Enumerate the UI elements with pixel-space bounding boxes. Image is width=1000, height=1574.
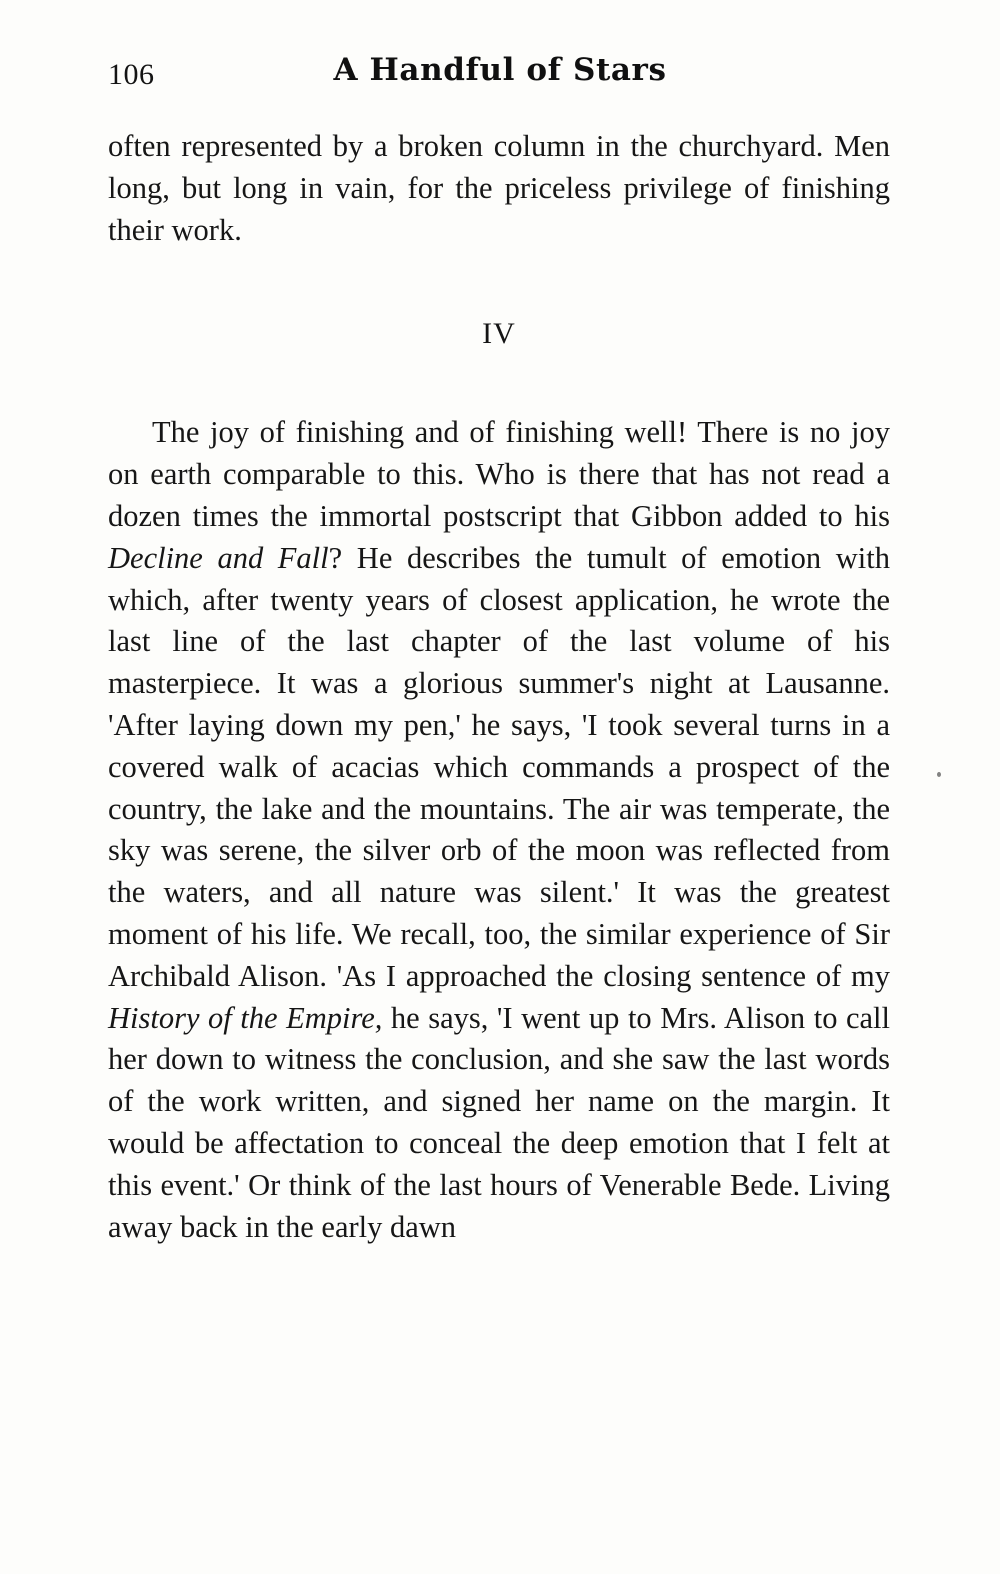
italic-title: History of the Empire, — [108, 1000, 383, 1035]
book-title: A Handful of Stars — [333, 52, 667, 88]
section-number: IV — [482, 317, 516, 351]
section-spacer — [108, 354, 890, 412]
paragraph-spacer — [108, 251, 890, 313]
paragraph-section-iv: The joy of finishing and of finishing well! There is no joy on earth comparable to this. Who is there that has not read a dozen times the immortal postscript that Gibbon added to his Decline and Fall? He describes the tumult of emotion with which, after twenty years of closest application, he wrote the last line of the last chapter of the last volume of his masterpiece. It was a glorious summer's night at Lausanne. 'After laying down my pen,' he says, 'I took several turns in a covered walk of acacias which commands a prospect of the country, the lake and the mountains. The air was temperate, the sky was serene, the silver orb of the moon was reflected from the waters, and all nature was silent.' It was the greatest moment of his life. We recall, too, the similar experience of Sir Archibald Alison. 'As I approached the closing sentence of my History of the Empire, he says, 'I went up to Mrs. Alison to call her down to witness the conclusion, and she saw the last words of the work written, and signed her name on the margin. It would be affectation to conceal the deep emotion that I felt at this event.' Or think of the last hours of Venerable Bede. Living away back in the early dawn — [108, 415, 891, 1244]
italic-title: Decline and Fall — [108, 540, 329, 575]
page-number: 106 — [108, 58, 155, 91]
stray-ink-mark — [937, 772, 941, 777]
running-head — [108, 52, 892, 96]
text-column — [108, 126, 890, 1248]
paragraph-continued: often represented by a broken column in the churchyard. Men long, but long in vain, for the priceless privilege of finishing their work. — [108, 129, 890, 247]
